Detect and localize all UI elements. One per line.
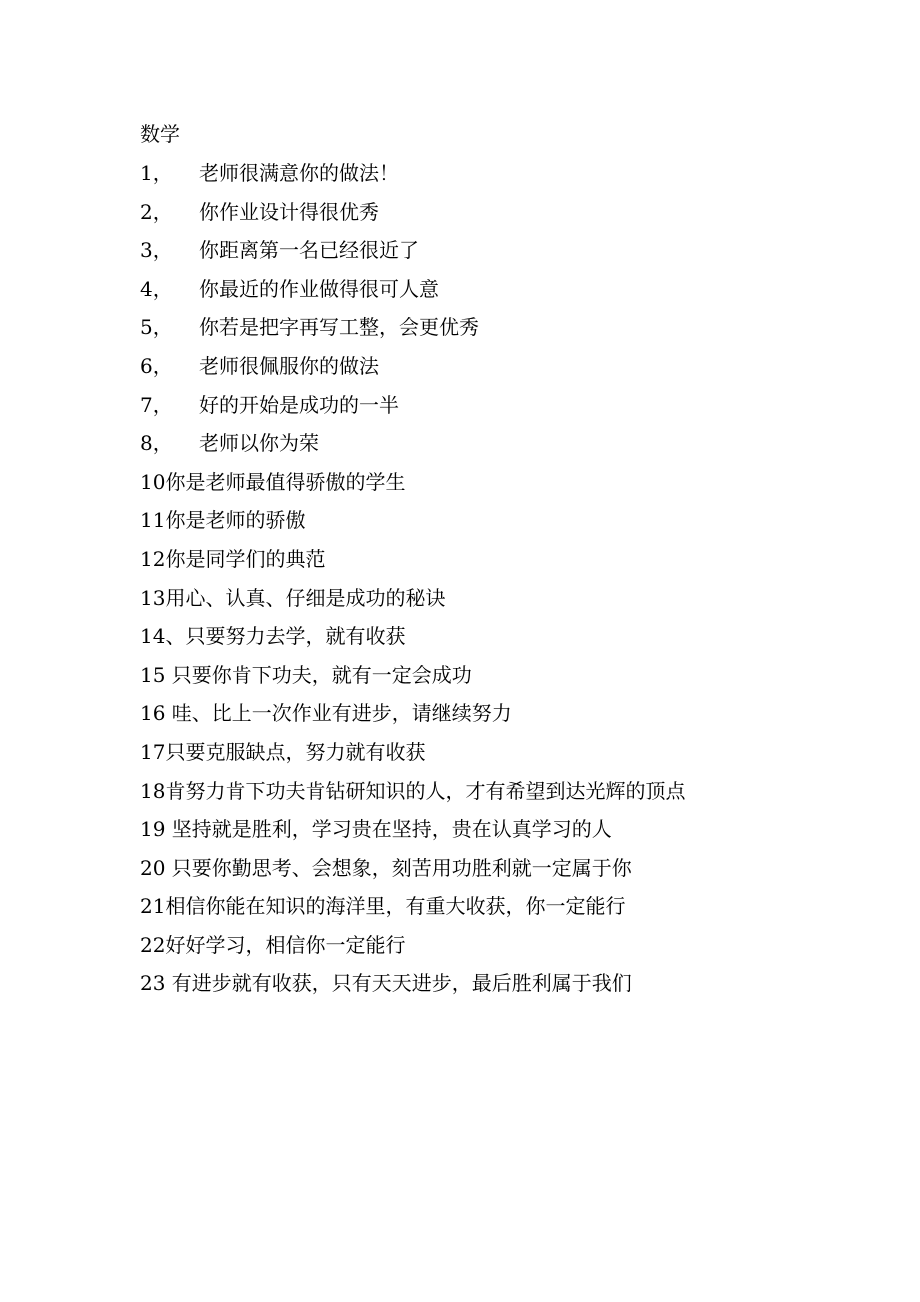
item-text: 好的开始是成功的一半 xyxy=(199,392,399,417)
item-number: 16 xyxy=(140,701,166,726)
item-number: 21 xyxy=(140,894,166,919)
item-number: 18 xyxy=(140,778,166,803)
list-item xyxy=(140,694,685,733)
item-number: 8， xyxy=(140,431,173,456)
list-item xyxy=(140,887,685,926)
list-item xyxy=(140,810,685,849)
list-item xyxy=(140,540,685,579)
item-number: 14、 xyxy=(140,624,186,649)
item-text: 有进步就有收获，只有天天进步，最后胜利属于我们 xyxy=(165,971,632,996)
list-item xyxy=(140,463,685,502)
item-number: 17 xyxy=(140,739,166,764)
list-item xyxy=(140,849,685,888)
item-text: 相信你能在知识的海洋里，有重大收获，你一定能行 xyxy=(165,894,626,919)
item-text: 你最近的作业做得很可人意 xyxy=(199,276,439,301)
list-item xyxy=(140,772,685,811)
item-text: 老师以你为荣 xyxy=(199,431,319,456)
item-text: 哇、比上一次作业有进步，请继续努力 xyxy=(165,701,512,726)
item-number: 6， xyxy=(140,353,173,378)
item-number: 11 xyxy=(140,508,166,533)
item-number: 12 xyxy=(140,546,166,571)
item-text: 用心、认真、仔细是成功的秘诀 xyxy=(165,585,446,610)
list-item xyxy=(140,926,685,965)
item-text: 老师很佩服你的做法 xyxy=(199,353,379,378)
list-item xyxy=(140,308,685,347)
list-item xyxy=(140,193,685,232)
item-number: 4， xyxy=(140,276,173,301)
list-item xyxy=(140,386,685,425)
item-number: 23 xyxy=(140,971,166,996)
list-item xyxy=(140,579,685,618)
item-number: 3， xyxy=(140,238,173,263)
item-text: 你距离第一名已经很近了 xyxy=(199,238,419,263)
item-number: 5， xyxy=(140,315,173,340)
document-title: 数学 xyxy=(140,122,180,146)
item-number: 10 xyxy=(140,469,166,494)
item-text: 坚持就是胜利，学习贵在坚持，贵在认真学习的人 xyxy=(165,817,612,842)
item-number: 13 xyxy=(140,585,166,610)
item-text: 你若是把字再写工整，会更优秀 xyxy=(199,315,479,340)
item-text: 你作业设计得很优秀 xyxy=(199,199,379,224)
item-number: 22 xyxy=(140,932,166,957)
list-item xyxy=(140,656,685,695)
item-text: 只要你勤思考、会想象，刻苦用功胜利就一定属于你 xyxy=(165,855,632,880)
item-number: 19 xyxy=(140,817,166,842)
list-item xyxy=(140,270,685,309)
item-text: 你是同学们的典范 xyxy=(165,546,326,571)
item-text: 只要克服缺点，努力就有收获 xyxy=(165,739,426,764)
item-number: 20 xyxy=(140,855,166,880)
item-number: 15 xyxy=(140,662,166,687)
list-item xyxy=(140,154,685,193)
list-item xyxy=(140,733,685,772)
list-item xyxy=(140,347,685,386)
list-item xyxy=(140,617,685,656)
encouragement-list xyxy=(140,154,685,1003)
item-text: 只要努力去学，就有收获 xyxy=(185,624,406,649)
item-text: 你是老师的骄傲 xyxy=(165,508,306,533)
item-text: 只要你肯下功夫，就有一定会成功 xyxy=(165,662,472,687)
item-number: 7， xyxy=(140,392,173,417)
item-number: 2， xyxy=(140,199,173,224)
list-item xyxy=(140,964,685,1003)
list-item xyxy=(140,424,685,463)
item-text: 老师很满意你的做法！ xyxy=(199,161,399,185)
item-number: 1， xyxy=(140,161,173,185)
list-item xyxy=(140,231,685,270)
item-text: 好好学习，相信你一定能行 xyxy=(165,932,406,957)
list-item xyxy=(140,501,685,540)
item-text: 你是老师最值得骄傲的学生 xyxy=(165,469,406,494)
item-text: 肯努力肯下功夫肯钻研知识的人，才有希望到达光辉的顶点 xyxy=(165,778,686,803)
